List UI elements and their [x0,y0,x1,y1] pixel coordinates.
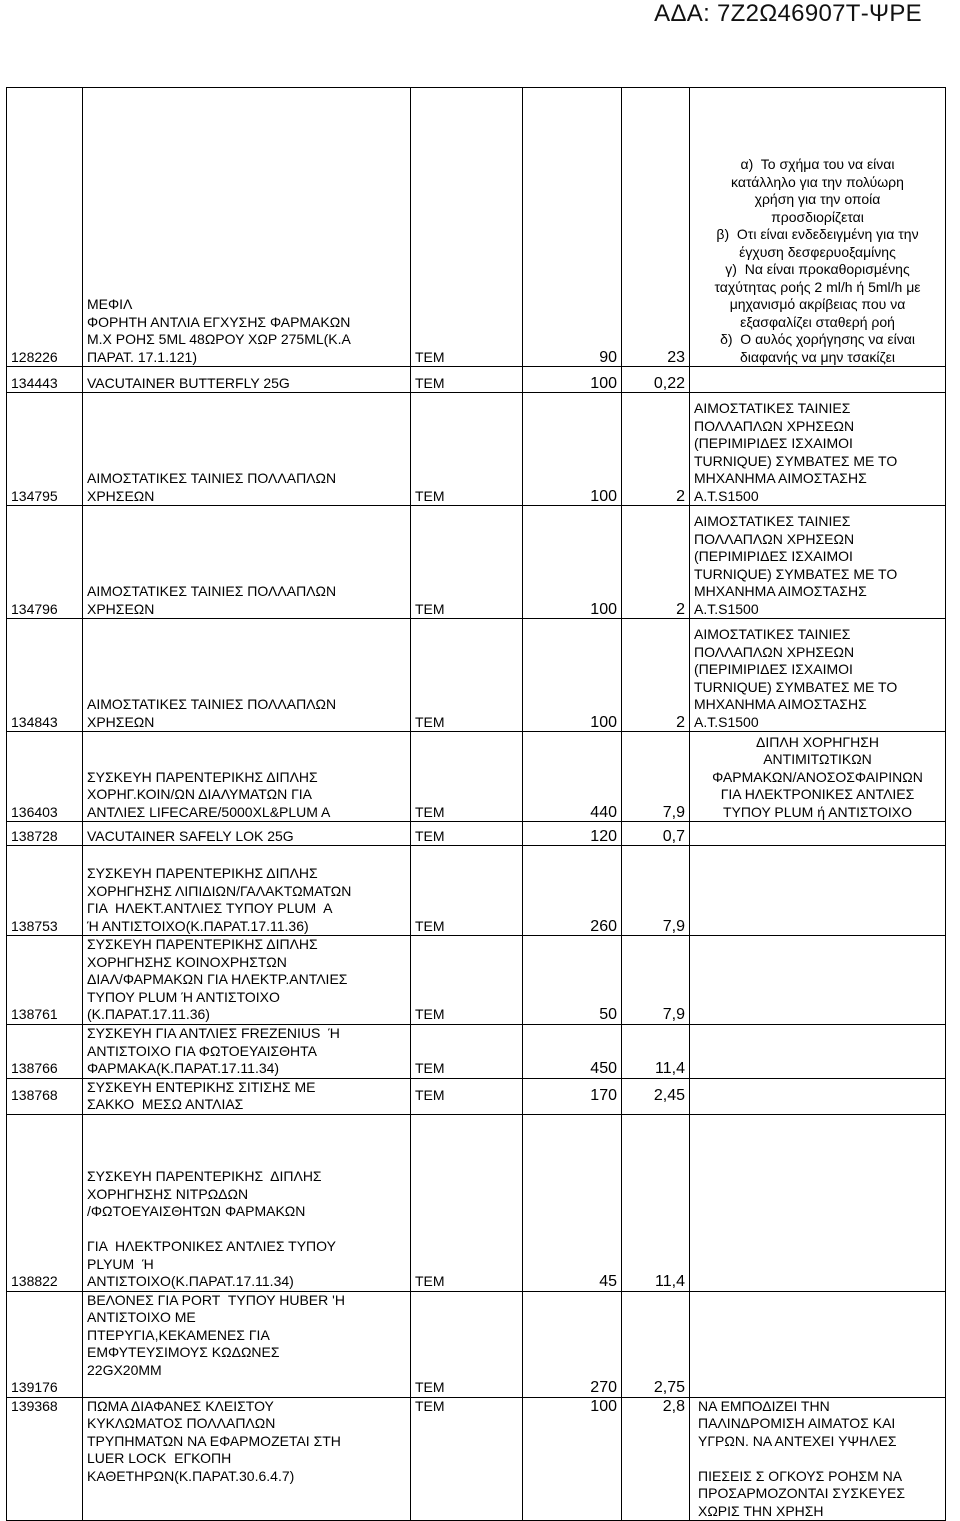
item-code: 139176 [7,1291,83,1397]
description-line [87,1379,406,1397]
item-quantity: 100 [523,367,622,393]
specification-line: ΑΙΜΟΣΤΑΤΙΚΕΣ ΤΑΙΝΙΕΣ [694,626,851,642]
item-unit: ΤΕΜ [411,1291,523,1397]
item-price: 7,9 [622,846,690,936]
specification-line: (ΠΕΡΙΜΙΡΙΔΕΣ ΙΣΧΑΙΜΟΙ [694,661,853,677]
item-unit: ΤΕΜ [411,846,523,936]
table-row [7,1397,946,1521]
specification-line: ΠΟΛΛΑΠΛΩΝ ΧΡΗΣΕΩΝ [694,417,855,434]
specification-line: ταχύτητας ροής 2 ml/h ή 5ml/h με [714,278,921,295]
description-line: ΧΡΗΣΕΩΝ [87,600,155,617]
item-code: 128226 [7,88,83,367]
item-code: 138768 [7,1078,83,1114]
item-description [83,88,411,367]
item-quantity: 100 [523,619,622,732]
item-specification [690,1114,946,1291]
table-row [7,1291,946,1397]
specification-line: προσδιορίζεται [771,208,864,225]
item-unit: ΤΕΜ [411,936,523,1025]
table-row [7,1078,946,1114]
item-unit: ΤΕΜ [411,822,523,846]
specification-line: ΑΝΤΙΜΙΤΩΤΙΚΩΝ [763,751,872,767]
description-line: ΣΥΣΚΕΥΗ ΠΑΡΕΝΤΕΡΙΚΗΣ ΔΙΠΛΗΣ [87,865,318,881]
item-code: 138822 [7,1114,83,1291]
item-quantity: 120 [523,822,622,846]
item-unit: ΤΕΜ [411,619,523,732]
description-line: ΣΥΣΚΕΥΗ ΠΑΡΕΝΤΕΡΙΚΗΣ ΔΙΠΛΗΣ [87,936,318,952]
item-quantity: 100 [523,506,622,619]
item-description [83,846,411,936]
specification-line: TURNIQUE) ΣΥΜΒΑΤΕΣ ΜΕ ΤΟ [694,565,898,582]
description-line: ΓΙΑ ΗΛΕΚΤ.ΑΝΤΛΙΕΣ ΤΥΠΟΥ PLUM A [87,900,333,916]
specification-line: χρήση για την οποία [754,191,881,207]
item-quantity: 170 [523,1078,622,1114]
item-specification [690,732,946,822]
description-line: ΑΝΤΙΣΤΟΙΧΟ(Κ.ΠΑΡΑΤ.17.11.34) [87,1273,294,1289]
specification-line: έγχυση δεσφερυοξαμίνης [739,243,896,260]
specification-line [698,1450,941,1468]
item-specification [690,1291,946,1397]
item-code: 138761 [7,936,83,1025]
description-line: ΓΙΑ ΗΛΕΚΤΡΟΝΙΚΕΣ ΑΝΤΛΙΕΣ ΤΥΠΟΥ [87,1238,336,1254]
specification-line: ΑΙΜΟΣΤΑΤΙΚΕΣ ΤΑΙΝΙΕΣ [694,400,851,416]
description-line: ΒΕΛΟΝΕΣ ΓΙΑ PORT ΤΥΠΟΥ HUBER 'H [87,1291,345,1308]
item-quantity: 100 [523,1397,622,1521]
description-line: ΔΙΑΛ/ΦΑΡΜΑΚΩΝ ΓΙΑ ΗΛΕΚΤΡ.ΑΝΤΛΙΕΣ [87,971,348,987]
item-unit: ΤΕΜ [411,732,523,822]
description-line: ΣΥΣΚΕΥΗ ΠΑΡΕΝΤΕΡΙΚΗΣ ΔΙΠΛΗΣ [87,1168,322,1184]
specification-line: ΝΑ ΕΜΠΟΔΙΖΕΙ ΤΗΝ [698,1397,830,1414]
specification-line: μηχανισμό ακρίβειας που να [729,296,906,312]
item-unit: ΤΕΜ [411,88,523,367]
specification-line: β) Οτι είναι ενδεδειγμένη για την [716,226,919,242]
item-price: 0,22 [622,367,690,393]
description-line: Ή ΑΝΤΙΣΤΟΙΧΟ(Κ.ΠΑΡΑΤ.17.11.36) [87,917,309,934]
item-description [83,619,411,732]
item-price: 7,9 [622,936,690,1025]
description-line: LUER LOCK ΕΓΚΟΠΗ [87,1450,232,1466]
description-line: ΤΥΠΟΥ PLUM Ή ΑΝΤΙΣΤΟΙΧΟ [87,988,280,1005]
item-specification [690,822,946,846]
specification-line: ΜΗΧΑΝΗΜΑ ΑΙΜΟΣΤΑΣΗΣ [694,583,867,599]
specification-line: ΠΙΕΣΕΙΣ Σ ΟΓΚΟΥΣ ΡΟΗΣΜ ΝΑ [698,1467,903,1484]
specification-line: (ΠΕΡΙΜΙΡΙΔΕΣ ΙΣΧΑΙΜΟΙ [694,435,853,451]
specification-line: διαφανής να μην τσακίζει [739,348,896,365]
description-line: ΠΤΕΡΥΓΙΑ,ΚΕΚΑΜΕΝΕΣ ΓΙΑ [87,1326,270,1343]
table-row [7,846,946,936]
item-code: 134796 [7,506,83,619]
item-unit: ΤΕΜ [411,1024,523,1078]
item-description [83,393,411,506]
item-price: 2 [622,506,690,619]
specification-line: ΧΩΡΙΣ ΤΗΝ ΧΡΗΣΗ [698,1502,824,1519]
specification-line: ΓΙΑ ΗΛΕΚΤΡΟΝΙΚΕΣ ΑΝΤΛΙΕΣ [720,786,915,802]
item-description [83,367,411,393]
item-price: 2 [622,393,690,506]
table-row [7,822,946,846]
specification-line: ΑΙΜΟΣΤΑΤΙΚΕΣ ΤΑΙΝΙΕΣ [694,513,851,529]
specification-line: α) Το σχήμα του να είναι [740,156,895,172]
table-row [7,732,946,822]
specification-line: Α.Τ.S1500 [694,600,759,617]
item-specification [690,1078,946,1114]
item-specification [690,88,946,367]
item-specification [690,1024,946,1078]
item-quantity: 270 [523,1291,622,1397]
specification-line: ΠΟΛΛΑΠΛΩΝ ΧΡΗΣΕΩΝ [694,530,855,547]
table-row [7,88,946,367]
description-line: ΕΜΦΥΤΕΥΣΙΜΟΥΣ ΚΩΔΩΝΕΣ [87,1344,280,1360]
item-price: 2 [622,619,690,732]
item-specification [690,846,946,936]
specification-line: ΠΑΛΙΝΔΡΟΜΙΣΗ ΑΙΜΑΤΟΣ ΚΑΙ [698,1415,896,1431]
table-row [7,367,946,393]
specification-line: ΦΑΡΜΑΚΩΝ/ΑΝΟΣΟΣΦΑΙΡΙΝΩΝ [712,768,923,785]
specification-line: ΠΡΟΣΑΡΜΟΖΟΝΤΑΙ ΣΥΣΚΕΥΕΣ [698,1485,906,1501]
item-unit: ΤΕΜ [411,506,523,619]
description-line: PLYUM Ή [87,1255,154,1272]
description-line: ΧΟΡΗΓΗΣΗΣ ΛΙΠΙΔΙΩΝ/ΓΑΛΑΚΤΩΜΑΤΩΝ [87,882,352,899]
description-line: VACUTAINER SAFELY LOK 25G [87,827,294,844]
item-price: 11,4 [622,1114,690,1291]
table-row [7,1114,946,1291]
specification-line: εξασφαλίζει σταθερή ροή [740,313,895,330]
table-row [7,393,946,506]
item-code: 138753 [7,846,83,936]
item-quantity: 45 [523,1114,622,1291]
ada-header: ΑΔΑ: 7Ζ2Ω46907Τ-ΨΡΕ [654,0,922,27]
item-description [83,1291,411,1397]
specification-line: Α.Τ.S1500 [694,487,759,504]
table-row [7,1024,946,1078]
description-line: ΧΡΗΣΕΩΝ [87,487,155,504]
specification-line: ΔΙΠΛΗ ΧΟΡΗΓΗΣΗ [756,733,879,750]
specification-line: κατάλληλο για την πολύωρη [731,173,904,190]
item-description [83,1024,411,1078]
description-line: ΧΟΡΗΓ.ΚΟΙΝ/ΩΝ ΔΙΑΛΥΜΑΤΩΝ ΓΙΑ [87,786,313,802]
description-line: ΧΟΡΗΓΗΣΗΣ ΝΙΤΡΩΔΩΝ [87,1185,249,1202]
item-unit: ΤΕΜ [411,367,523,393]
description-line: ΧΡΗΣΕΩΝ [87,713,155,730]
table-row [7,619,946,732]
description-line: ΑΝΤΙΣΤΟΙΧΟ ΜΕ [87,1309,196,1325]
item-description [83,822,411,846]
description-line: VACUTAINER BUTTERFLY 25G [87,374,290,391]
description-line: ΑΝΤΛΙΕΣ LIFECARE/5000XL&PLUM A [87,803,331,820]
item-quantity: 260 [523,846,622,936]
item-code: 139368 [7,1397,83,1521]
item-unit: ΤΕΜ [411,1078,523,1114]
item-description [83,1114,411,1291]
description-line: ΠΑΡΑΤ. 17.1.121) [87,348,197,365]
item-specification [690,619,946,732]
item-quantity: 50 [523,936,622,1025]
specification-line: ΤΥΠΟΥ PLUM ή ΑΝΤΙΣΤΟΙΧΟ [723,803,912,820]
description-line: ΚΥΚΛΩΜΑΤΟΣ ΠΟΛΛΑΠΛΩΝ [87,1415,276,1431]
table-row [7,936,946,1025]
item-code: 138728 [7,822,83,846]
item-specification [690,393,946,506]
specification-line: ΠΟΛΛΑΠΛΩΝ ΧΡΗΣΕΩΝ [694,643,855,660]
item-price: 0,7 [622,822,690,846]
item-price: 7,9 [622,732,690,822]
specification-line: γ) Να είναι προκαθορισμένης [725,261,910,277]
table-row [7,506,946,619]
description-line: ΧΟΡΗΓΗΣΗΣ ΚΟΙΝΟΧΡΗΣΤΩΝ [87,953,287,970]
item-quantity: 90 [523,88,622,367]
item-specification [690,367,946,393]
item-description [83,1078,411,1114]
item-quantity: 100 [523,393,622,506]
item-specification [690,1397,946,1521]
description-line: ΑΙΜΟΣΤΑΤΙΚΕΣ ΤΑΙΝΙΕΣ ΠΟΛΛΑΠΛΩΝ [87,696,337,712]
item-quantity: 440 [523,732,622,822]
item-quantity: 450 [523,1024,622,1078]
description-line: ΑΙΜΟΣΤΑΤΙΚΕΣ ΤΑΙΝΙΕΣ ΠΟΛΛΑΠΛΩΝ [87,583,337,599]
item-code: 136403 [7,732,83,822]
description-line: ΣΥΣΚΕΥΗ ΕΝΤΕΡΙΚΗΣ ΣΙΤΙΣΗΣ ΜΕ [87,1078,316,1095]
description-line: ΦΑΡΜΑΚΑ(Κ.ΠΑΡΑΤ.17.11.34) [87,1060,280,1076]
specification-line: ΜΗΧΑΝΗΜΑ ΑΙΜΟΣΤΑΣΗΣ [694,470,867,486]
item-price: 2,75 [622,1291,690,1397]
item-price: 2,45 [622,1078,690,1114]
description-line [87,1221,406,1239]
item-description [83,506,411,619]
description-line: ΑΙΜΟΣΤΑΤΙΚΕΣ ΤΑΙΝΙΕΣ ΠΟΛΛΑΠΛΩΝ [87,470,337,486]
description-line: ΣΥΣΚΕΥΗ ΠΑΡΕΝΤΕΡΙΚΗΣ ΔΙΠΛΗΣ [87,768,318,785]
item-code: 134443 [7,367,83,393]
item-unit: ΤΕΜ [411,1397,523,1521]
specification-line: ΥΓΡΩΝ. ΝΑ ΑΝΤΕΧΕΙ ΥΨΗΛΕΣ [698,1432,897,1449]
description-line: ΣΑΚΚΟ ΜΕΣΩ ΑΝΤΛΙΑΣ [87,1096,244,1112]
item-code: 138766 [7,1024,83,1078]
description-line: ΚΑΘΕΤΗΡΩΝ(Κ.ΠΑΡΑΤ.30.6.4.7) [87,1467,295,1484]
item-unit: ΤΕΜ [411,393,523,506]
item-code: 134795 [7,393,83,506]
item-description [83,936,411,1025]
description-line: ΤΡΥΠΗΜΑΤΩΝ ΝΑ ΕΦΑΡΜΟΖΕΤΑΙ ΣΤΗ [87,1432,341,1449]
description-line: (Κ.ΠΑΡΑΤ.17.11.36) [87,1006,210,1022]
item-price: 11,4 [622,1024,690,1078]
specification-line: TURNIQUE) ΣΥΜΒΑΤΕΣ ΜΕ ΤΟ [694,678,898,695]
item-code: 134843 [7,619,83,732]
description-line: ΠΩΜΑ ΔΙΑΦΑΝΕΣ ΚΛΕΙΣΤΟΥ [87,1397,274,1414]
specification-line: Α.Τ.S1500 [694,713,759,730]
specification-line: δ) Ο αυλός χορήγησης να είναι [720,331,915,347]
description-line: ΦΟΡΗΤΗ ΑΝΤΛΙΑ ΕΓΧΥΣΗΣ ΦΑΡΜΑΚΩΝ [87,313,351,330]
description-line: Μ.Χ ΡΟΗΣ 5ML 48ΩΡΟΥ ΧΩΡ 275ML(Κ.Α [87,331,351,347]
item-description [83,1397,411,1521]
specification-line: (ΠΕΡΙΜΙΡΙΔΕΣ ΙΣΧΑΙΜΟΙ [694,548,853,564]
item-specification [690,936,946,1025]
item-description [83,732,411,822]
item-unit: ΤΕΜ [411,1114,523,1291]
description-line: /ΦΩΤΟΕΥΑΙΣΘΗΤΩΝ ΦΑΡΜΑΚΩΝ [87,1203,306,1219]
description-line: ΑΝΤΙΣΤΟΙΧΟ ΓΙΑ ΦΩΤΟΕΥΑΙΣΘΗΤΑ [87,1042,317,1059]
description-line: ΜΕΦΙΛ [87,296,133,312]
description-line: 22GX20MM [87,1361,162,1378]
items-table [6,87,946,1521]
description-line: ΣΥΣΚΕΥΗ ΓΙΑ ΑΝΤΛΙΕΣ FREZENIUS Ή [87,1025,340,1041]
item-specification [690,506,946,619]
specification-line: ΜΗΧΑΝΗΜΑ ΑΙΜΟΣΤΑΣΗΣ [694,696,867,712]
item-price: 2,8 [622,1397,690,1521]
specification-line: TURNIQUE) ΣΥΜΒΑΤΕΣ ΜΕ ΤΟ [694,452,898,469]
item-price: 23 [622,88,690,367]
